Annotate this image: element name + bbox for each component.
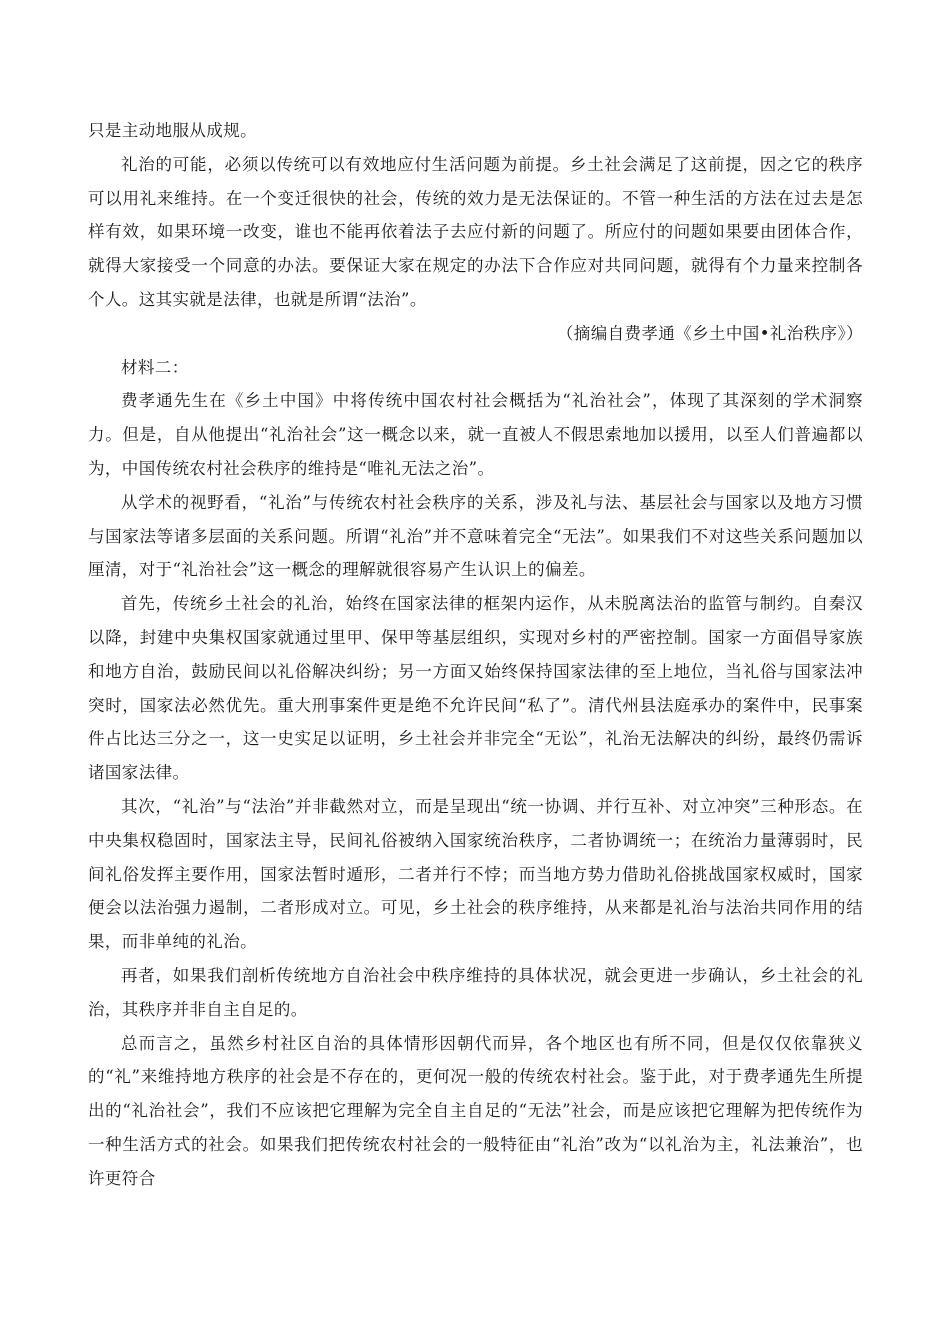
paragraph-5: 首先，传统乡土社会的礼治，始终在国家法律的框架内运作，从未脱离法治的监管与制约。自秦汉以降，封建中央集权国家就通过里甲、保甲等基层组织，实现对乡村的严密控制。国家一方面倡导家族和地方自治，鼓励民间以礼俗解决纠纷；另一方面又始终保持国家法律的至上地位，当礼俗与国家法冲突时，国家法必然优先。重大刑事案件更是绝不允许民间“私了”。清代州县法庭承办的案件中，民事案件占比达三分之一，这一史实足以证明，乡土社会并非完全“无讼”，礼治无法解决的纠纷，最终仍需诉诸国家法律。 — [88, 594, 863, 783]
paragraph-1: 只是主动地服从成规。 — [88, 121, 257, 140]
paragraph-8: 总而言之，虽然乡村社区自治的具体情形因朝代而异，各个地区也有所不同，但是仅仅依靠狭义的“礼”来维持地方秩序的社会是不存在的，更何况一般的传统农村社会。鉴于此，对于费孝通先生所提出的“礼治社会”，我们不应该把它理解为完全自主自足的“无法”社会，而是应该把它理解为把传统作为一种生活方式的社会。如果我们把传统农村社会的一般特征由“礼治”改为“以礼治为主，礼法兼治”，也许更符合 — [88, 1033, 863, 1188]
section-heading-material-two: 材料二： — [121, 357, 189, 377]
paragraph-6: 其次，“礼治”与“法治”并非截然对立，而是呈现出“统一协调、并行互补、对立冲突”三种形态。在中央集权稳固时，国家法主导，民间礼俗被纳入国家统治秩序，二者协调统一；在统治力量薄弱时，民间礼俗发挥主要作用，国家法暂时遁形，二者并行不悖；而当地方势力借助礼俗挑战国家权威时，国家便会以法治强力遏制，二者形成对立。可见，乡土社会的秩序维持，从来都是礼治与法治共同作用的结果，而非单纯的礼治。 — [88, 796, 863, 952]
paragraph-2: 礼治的可能，必须以传统可以有效地应付生活问题为前提。乡土社会满足了这前提，因之它的秩序可以用礼来维持。在一个变迁很快的社会，传统的效力是无法保证的。不管一种生活的方法在过去是怎样有效，如果环境一改变，谁也不能再依着法子去应付新的问题了。所应付的问题如果要由团体合作，就得大家接受一个同意的办法。要保证大家在规定的办法下合作应对共同问题，就得有个力量来控制各个人。这其实就是法律，也就是所谓“法治”。 — [88, 154, 863, 309]
source-citation: （摘编自费孝通《乡土中国•礼治秩序》） — [556, 323, 863, 343]
paragraph-4: 从学术的视野看，“礼治”与传统农村社会秩序的关系，涉及礼与法、基层社会与国家以及地方习惯与国家法等诸多层面的关系问题。所谓“礼治”并不意味着完全“无法”。如果我们不对这些关系问题加以厘清，对于“礼治社会”这一概念的理解就很容易产生认识上的偏差。 — [88, 492, 863, 580]
paragraph-3: 费孝通先生在《乡土中国》中将传统中国农村社会概括为“礼治社会”，体现了其深刻的学术洞察力。但是，自从他提出“礼治社会”这一概念以来，就一直被人不假思索地加以援用，以至人们普遍都以为，中国传统农村社会秩序的维持是“唯礼无法之治”。 — [88, 391, 863, 478]
paragraph-7: 再者，如果我们剖析传统地方自治社会中秩序维持的具体状况，就会更进一步确认，乡土社会的礼治，其秩序并非自主自足的。 — [88, 965, 863, 1019]
document-page — [88, 114, 863, 1196]
